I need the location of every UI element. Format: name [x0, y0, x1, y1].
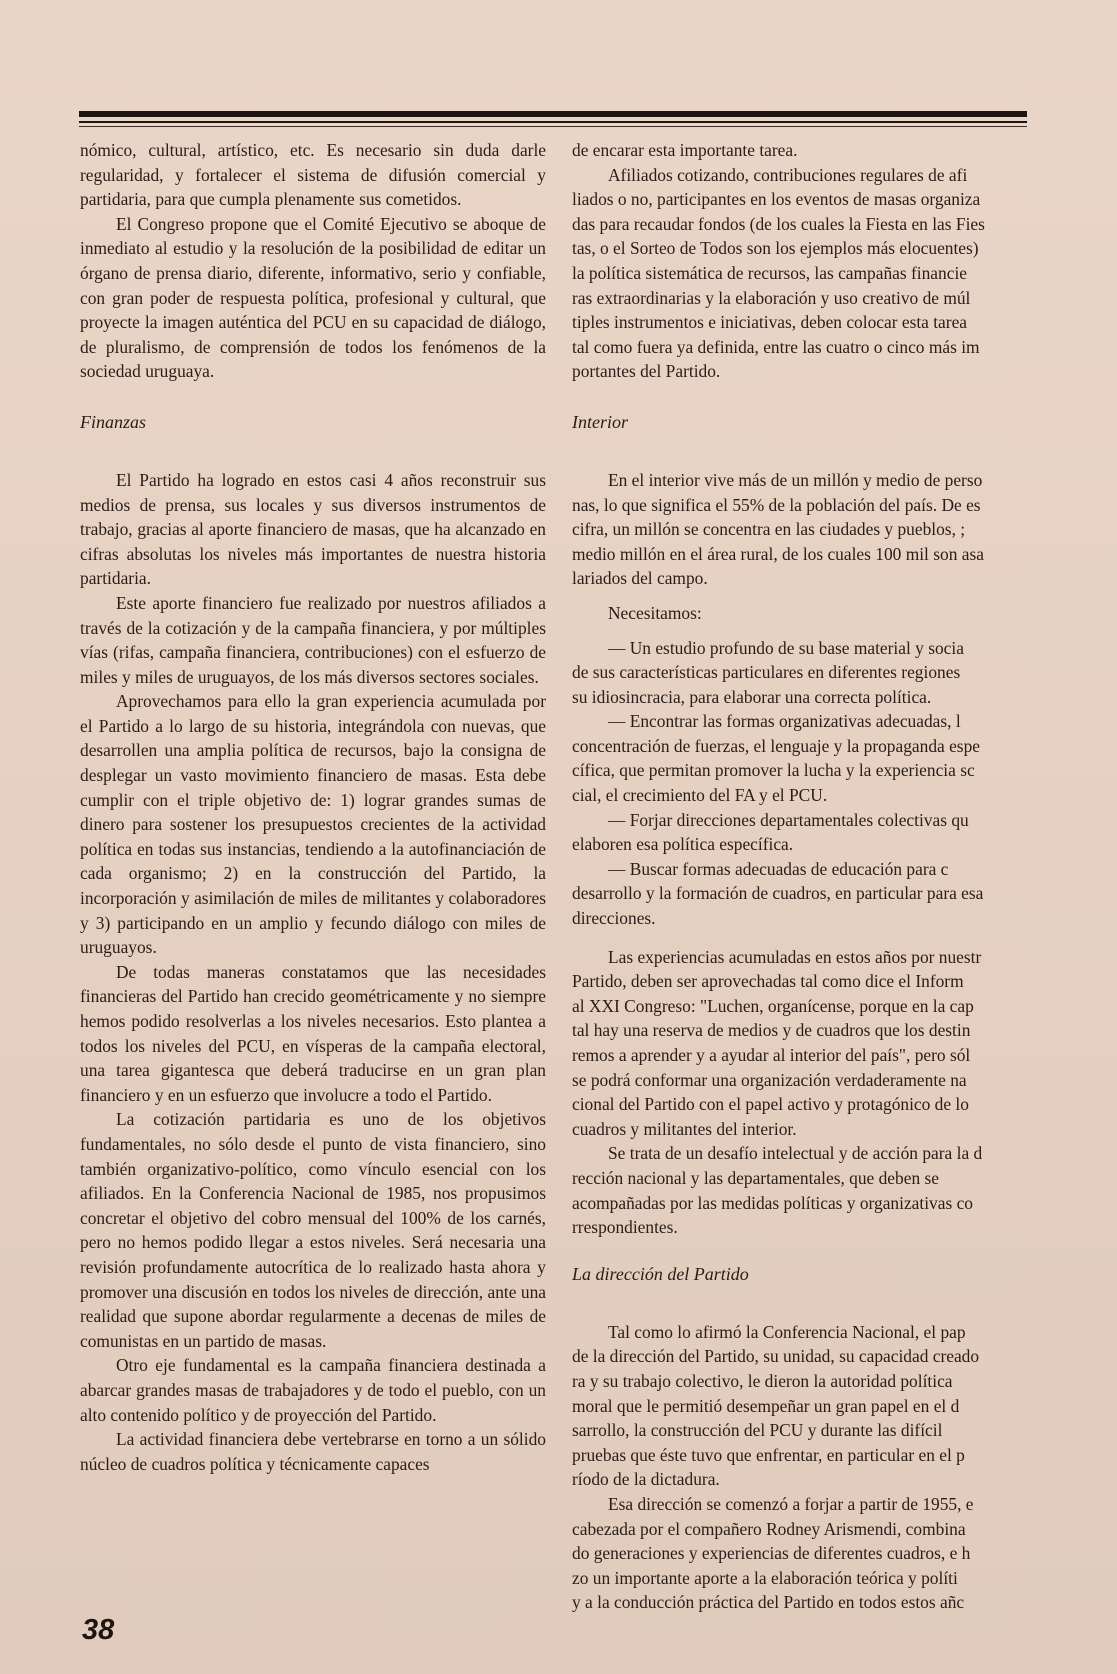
text-line: de encarar esta importante tarea.: [572, 140, 798, 160]
text-line: nas, lo que significa el 55% de la población del país. De es: [572, 494, 981, 515]
text-line: rrespondientes.: [572, 1217, 678, 1238]
text-line: medio millón en el área rural, de los cuales 100 mil son asa: [572, 543, 984, 564]
text-line: do generaciones y experiencias de diferentes cuadros, e h: [572, 1543, 971, 1564]
paragraph: El Partido ha logrado en estos casi 4 años reconstruir sus medios de prensa, sus locales y sus diversos instrumentos de trabajo, gracias al aporte financiero de masas, que ha alcanzado en cifras absolutas los niveles más importantes de nuestra historia partidaria.: [80, 469, 546, 589]
text-line: elaboren esa política específica.: [572, 834, 794, 855]
header-rule-thick: [79, 111, 1027, 117]
text-line: la política sistemática de recursos, las campañas financie: [572, 262, 967, 283]
text-line: de sus características particulares en diferentes regiones: [572, 662, 961, 683]
text-line: liados o no, participantes en los eventos de masas organiza: [572, 189, 981, 210]
text-line: remos a aprender y a ayudar al interior del país", pero sól: [572, 1045, 971, 1065]
text-line: portantes del Partido.: [572, 361, 721, 382]
text-line: Afiliados cotizando, contribuciones regulares de afi: [608, 164, 968, 185]
text-line: acompañadas por las medidas políticas y organizativas co: [572, 1192, 973, 1213]
list-item: — Encontrar las formas organizativas adecuadas, l: [608, 711, 961, 732]
text-line: ra y su trabajo colectivo, le dieron la autoridad política: [572, 1370, 953, 1391]
list-item: — Forjar direcciones departamentales colectivas qu: [608, 809, 969, 830]
text-line: desarrollo y la formación de cuadros, en particular para esa: [572, 883, 984, 904]
text-line: de la dirección del Partido, su unidad, su capacidad creado: [572, 1346, 980, 1367]
text-line: Se trata de un desafío intelectual y de acción para la d: [608, 1143, 983, 1164]
text-line: Las experiencias acumuladas en estos años por nuestr: [608, 946, 982, 967]
header-rule-thin-lower: [79, 126, 1027, 127]
list-item: — Un estudio profundo de su base material y socia: [608, 637, 964, 658]
text-line: tiples instrumentos e iniciativas, deben colocar esta tarea: [572, 312, 968, 333]
paragraph: Este aporte financiero fue realizado por nuestros afiliados a través de la cotización y de la campaña financiera, y por múltiples vías (rifas, campaña financiera, contribuciones) con el esfuerzo de miles y miles de uruguayos, de los más diversos sectores sociales.: [80, 592, 546, 687]
paragraph: nómico, cultural, artístico, etc. Es necesario sin duda darle regularidad, y fortalecer el sistema de difusión comercial y partidaria, para que cumpla plenamente sus cometidos.: [80, 140, 546, 210]
text-line: zo un importante aporte a la elaboración teórica y políti: [572, 1567, 958, 1588]
section-heading-finanzas: Finanzas: [80, 411, 147, 432]
right-column: [572, 138, 1028, 1618]
text-line: pruebas que éste tuvo que enfrentar, en particular en el p: [572, 1444, 965, 1465]
text-line: moral que le permitió desempeñar un gran papel en el d: [572, 1395, 960, 1416]
paragraph: Otro eje fundamental es la campaña financiera destinada a abarcar grandes masas de trabajadores y de todo el pueblo, con un alto contenido político y de proyección del Partido.: [80, 1355, 546, 1425]
text-line: sarrollo, la construcción del PCU y durante las difícil: [572, 1420, 943, 1441]
page-number: 38: [82, 1614, 115, 1646]
text-line: cial, el crecimiento del FA y el PCU.: [572, 785, 828, 806]
paragraph: Aprovechamos para ello la gran experiencia acumulada por el Partido a lo largo de su historia, integrándola con nuevas, que desarrollen una amplia política de recursos, bajo la consigna de desplegar un vasto movimiento financiero de masas. Esta debe cumplir con el triple objetivo de: 1) lograr grandes sumas de dinero para sostener los presupuestos crecientes de la actividad política en todas sus instancias, tendiendo a la autofinanciación de cada organismo; 2) en la construcción del Partido, la incorporación y asimilación de miles de militantes y colaboradores y 3) participando en un amplio y fecundo diálogo con miles de uruguayos.: [80, 691, 546, 958]
text-line: ras extraordinarias y la elaboración y uso creativo de múl: [572, 287, 971, 308]
text-line: al XXI Congreso: "Luchen, organícense, porque en la cap: [572, 995, 974, 1016]
text-line: tal como fuera ya definida, entre las cuatro o cinco más im: [572, 336, 980, 357]
text-line: direcciones.: [572, 908, 656, 929]
text-line: cuadros y militantes del interior.: [572, 1118, 797, 1139]
text-line: Esa dirección se comenzó a forjar a partir de 1955, e: [608, 1493, 974, 1514]
paragraph: El Congreso propone que el Comité Ejecutivo se aboque de inmediato al estudio y la resolución de la posibilidad de editar un órgano de prensa diario, diferente, informativo, serio y confiable, con gran poder de respuesta política, profesional y cultural, que proyecte la imagen auténtica del PCU en su capacidad de diálogo, de pluralismo, de comprensión de todos los fenómenos de la sociedad uruguaya.: [80, 213, 546, 382]
text-line: Necesitamos:: [608, 602, 702, 623]
text-line: cífica, que permitan promover la lucha y la experiencia sc: [572, 760, 975, 781]
paragraph: La actividad financiera debe vertebrarse en torno a un sólido núcleo de cuadros política y técnicamente capaces: [80, 1429, 546, 1474]
text-line: En el interior vive más de un millón y medio de perso: [608, 469, 983, 490]
text-line: cabezada por el compañero Rodney Arismendi, combina: [572, 1518, 966, 1539]
text-line: tal hay una reserva de medios y de cuadros que los destin: [572, 1020, 971, 1041]
section-heading-interior: Interior: [572, 411, 628, 432]
text-line: Partido, deben ser aprovechadas tal como dice el Inform: [572, 971, 964, 992]
text-line: concentración de fuerzas, el lenguaje y la propaganda espe: [572, 735, 980, 756]
section-heading-direccion: La dirección del Partido: [572, 1263, 749, 1284]
text-line: y a la conducción práctica del Partido en todos estos añc: [572, 1592, 965, 1613]
text-line: Tal como lo afirmó la Conferencia Nacional, el pap: [608, 1321, 966, 1342]
text-line: rección nacional y las departamentales, que deben se: [572, 1167, 939, 1188]
left-column: [80, 138, 546, 1476]
paragraph: La cotización partidaria es uno de los objetivos fundamentales, no sólo desde el punto de vista financiero, sino también organizativo-político, como vínculo esencial con los afiliados. En la Conferencia Nacional de 1985, nos propusimos concretar el objetivo del cobro mensual del 100% de los carnés, pero no hemos podido llegar a estos niveles. Será necesaria una revisión profundamente autocrítica de lo realizado hasta ahora y promover una discusión en todos los niveles de dirección, ante una realidad que supone abordar regularmente a decenas de miles de comunistas en un partido de masas.: [80, 1109, 546, 1351]
header-rule-thin: [79, 121, 1027, 123]
text-line: cional del Partido con el papel activo y protagónico de lo: [572, 1094, 969, 1115]
text-line: tas, o el Sorteo de Todos son los ejemplos más elocuentes): [572, 238, 979, 259]
paragraph: De todas maneras constatamos que las necesidades financieras del Partido han crecido geométricamente y no siempre hemos podido resolverlas a los niveles necesarios. Esto plantea a todos los niveles del PCU, en vísperas de la campaña electoral, una tarea gigantesca que deberá traducirse en un gran plan financiero y en un esfuerzo que involucre a todo el Partido.: [80, 961, 546, 1105]
list-item: — Buscar formas adecuadas de educación para c: [608, 858, 949, 879]
text-line: se podrá conformar una organización verdaderamente na: [572, 1069, 967, 1090]
text-line: lariados del campo.: [572, 568, 708, 589]
text-line: su idiosincracia, para elaborar una correcta política.: [572, 686, 932, 707]
text-line: ríodo de la dictadura.: [572, 1469, 720, 1490]
text-line: das para recaudar fondos (de los cuales la Fiesta en las Fies: [572, 213, 985, 234]
text-line: cifra, un millón se concentra en las ciudades y pueblos, ;: [572, 519, 966, 540]
